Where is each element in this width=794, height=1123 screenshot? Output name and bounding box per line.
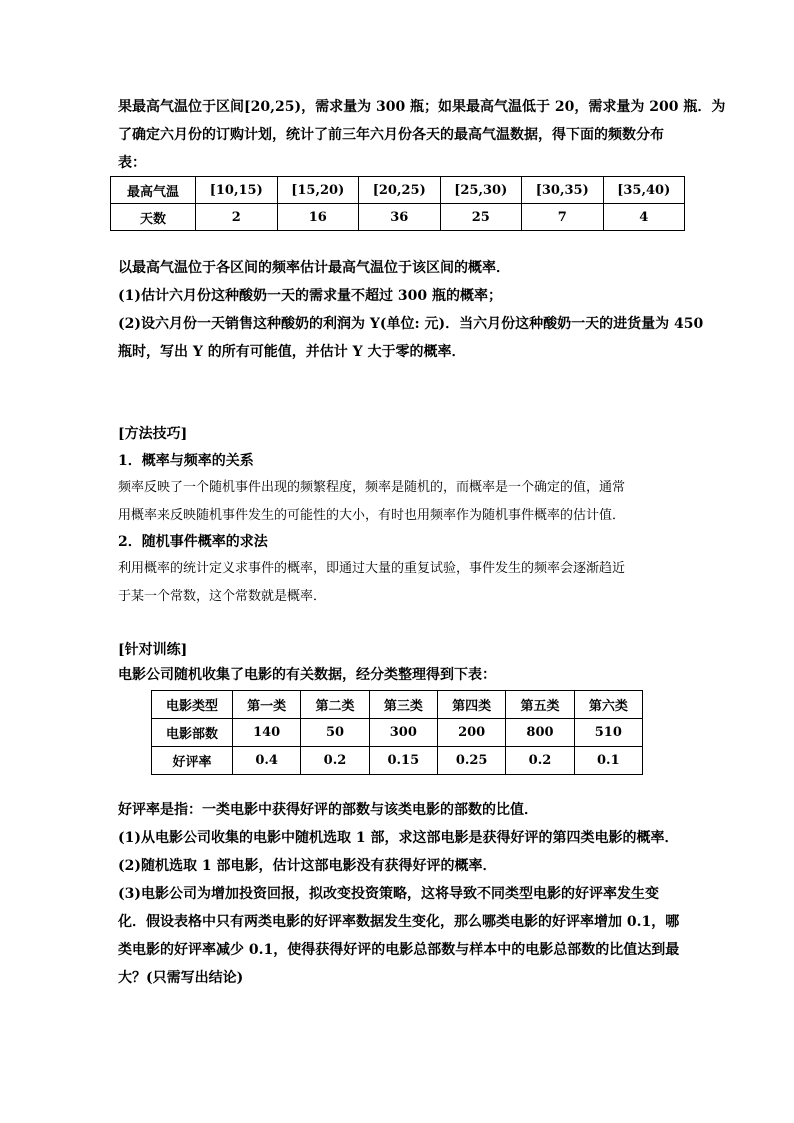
table-cell: [20,25): [359, 177, 441, 204]
table-row: [152, 719, 643, 747]
table-cell: 0.2: [506, 747, 574, 775]
table-cell: 0.2: [301, 747, 369, 775]
table-cell: 200: [437, 719, 505, 747]
table-row: [152, 691, 643, 719]
table-cell: 510: [574, 719, 642, 747]
problem1-line-3: 表：: [118, 155, 146, 171]
table-row: [111, 177, 685, 204]
table-cell: 7: [522, 204, 604, 231]
method-item2-title: 2．随机事件概率的求法: [118, 534, 268, 550]
table-cell: 36: [359, 204, 441, 231]
training-after-line-4: (3)电影公司为增加投资回报，拟改变投资策略，这将导致不同类型电影的好评率发生变: [118, 886, 659, 902]
method-item2-line-1: 利用概率的统计定义求事件的概率，即通过大量的重复试验，事件发生的频率会逐渐趋近: [118, 561, 626, 576]
problem1-after-line-2: (1)估计六月份这种酸奶一天的需求量不超过 300 瓶的概率；: [118, 288, 502, 304]
table-cell: 第二类: [301, 691, 369, 719]
movie-data-table: [151, 690, 643, 775]
table-cell: 140: [233, 719, 301, 747]
table-cell: [25,30): [440, 177, 522, 204]
table-cell: 第三类: [369, 691, 437, 719]
table-cell: 4: [603, 204, 685, 231]
problem1-line-1: 果最高气温位于区间[20,25)，需求量为 300 瓶；如果最高气温低于 20，需求量为 200 瓶．为: [118, 99, 726, 115]
table-cell: 800: [506, 719, 574, 747]
table-row: [111, 204, 685, 231]
training-title: [针对训练]: [118, 642, 188, 658]
table-cell: 0.1: [574, 747, 642, 775]
table-cell: 16: [277, 204, 359, 231]
training-intro: 电影公司随机收集了电影的有关数据，经分类整理得到下表：: [118, 667, 496, 683]
table-cell: [35,40): [603, 177, 685, 204]
method-item2-line-2: 于某一个常数，这个常数就是概率．: [118, 589, 327, 604]
table-cell: 50: [301, 719, 369, 747]
method-title: [方法技巧]: [118, 426, 188, 442]
training-after-line-1: 好评率是指：一类电影中获得好评的部数与该类电影的部数的比值．: [118, 802, 538, 818]
method-item1-line-2: 用概率来反映随机事件发生的可能性的大小，有时也用频率作为随机事件概率的估计值．: [118, 508, 626, 523]
problem1-after-line-3: (2)设六月份一天销售这种酸奶的利润为 Y(单位: 元)．当六月份这种酸奶一天的进货量为 450: [118, 316, 704, 332]
table-cell: 电影部数: [152, 719, 233, 747]
table-cell: 300: [369, 719, 437, 747]
table-cell: 0.15: [369, 747, 437, 775]
table-cell: 第四类: [437, 691, 505, 719]
problem1-after-line-1: 以最高气温位于各区间的频率估计最高气温位于该区间的概率．: [118, 260, 510, 276]
table-row: [152, 747, 643, 775]
table-cell: 第一类: [233, 691, 301, 719]
training-after-line-2: (1)从电影公司收集的电影中随机选取 1 部，求这部电影是获得好评的第四类电影的概率．: [118, 830, 679, 846]
table-cell: 电影类型: [152, 691, 233, 719]
method-item1-title: 1．概率与频率的关系: [118, 453, 254, 469]
table-cell: 天数: [111, 204, 196, 231]
table-cell: 第五类: [506, 691, 574, 719]
table-cell: 第六类: [574, 691, 642, 719]
problem1-line-2: 了确定六月份的订购计划，统计了前三年六月份各天的最高气温数据，得下面的频数分布: [118, 127, 664, 143]
table-cell: [30,35): [522, 177, 604, 204]
problem1-after-line-4: 瓶时，写出 Y 的所有可能值，并估计 Y 大于零的概率．: [118, 344, 466, 360]
training-after-line-5: 化．假设表格中只有两类电影的好评率数据发生变化，那么哪类电影的好评率增加 0.1，哪: [118, 914, 680, 930]
method-item1-line-1: 频率反映了一个随机事件出现的频繁程度，频率是随机的，而概率是一个确定的值，通常: [118, 480, 626, 495]
temperature-frequency-table: [110, 176, 685, 231]
table-cell: 最高气温: [111, 177, 196, 204]
training-after-line-3: (2)随机选取 1 部电影，估计这部电影没有获得好评的概率．: [118, 858, 497, 874]
table-cell: 25: [440, 204, 522, 231]
table-cell: 2: [196, 204, 278, 231]
table-cell: [10,15): [196, 177, 278, 204]
table-cell: 0.4: [233, 747, 301, 775]
training-after-line-7: 大？(只需写出结论): [118, 970, 244, 986]
training-after-line-6: 类电影的好评率减少 0.1，使得获得好评的电影总部数与样本中的电影总部数的比值达到最: [118, 942, 680, 958]
table-cell: 好评率: [152, 747, 233, 775]
table-cell: [15,20): [277, 177, 359, 204]
table-cell: 0.25: [437, 747, 505, 775]
